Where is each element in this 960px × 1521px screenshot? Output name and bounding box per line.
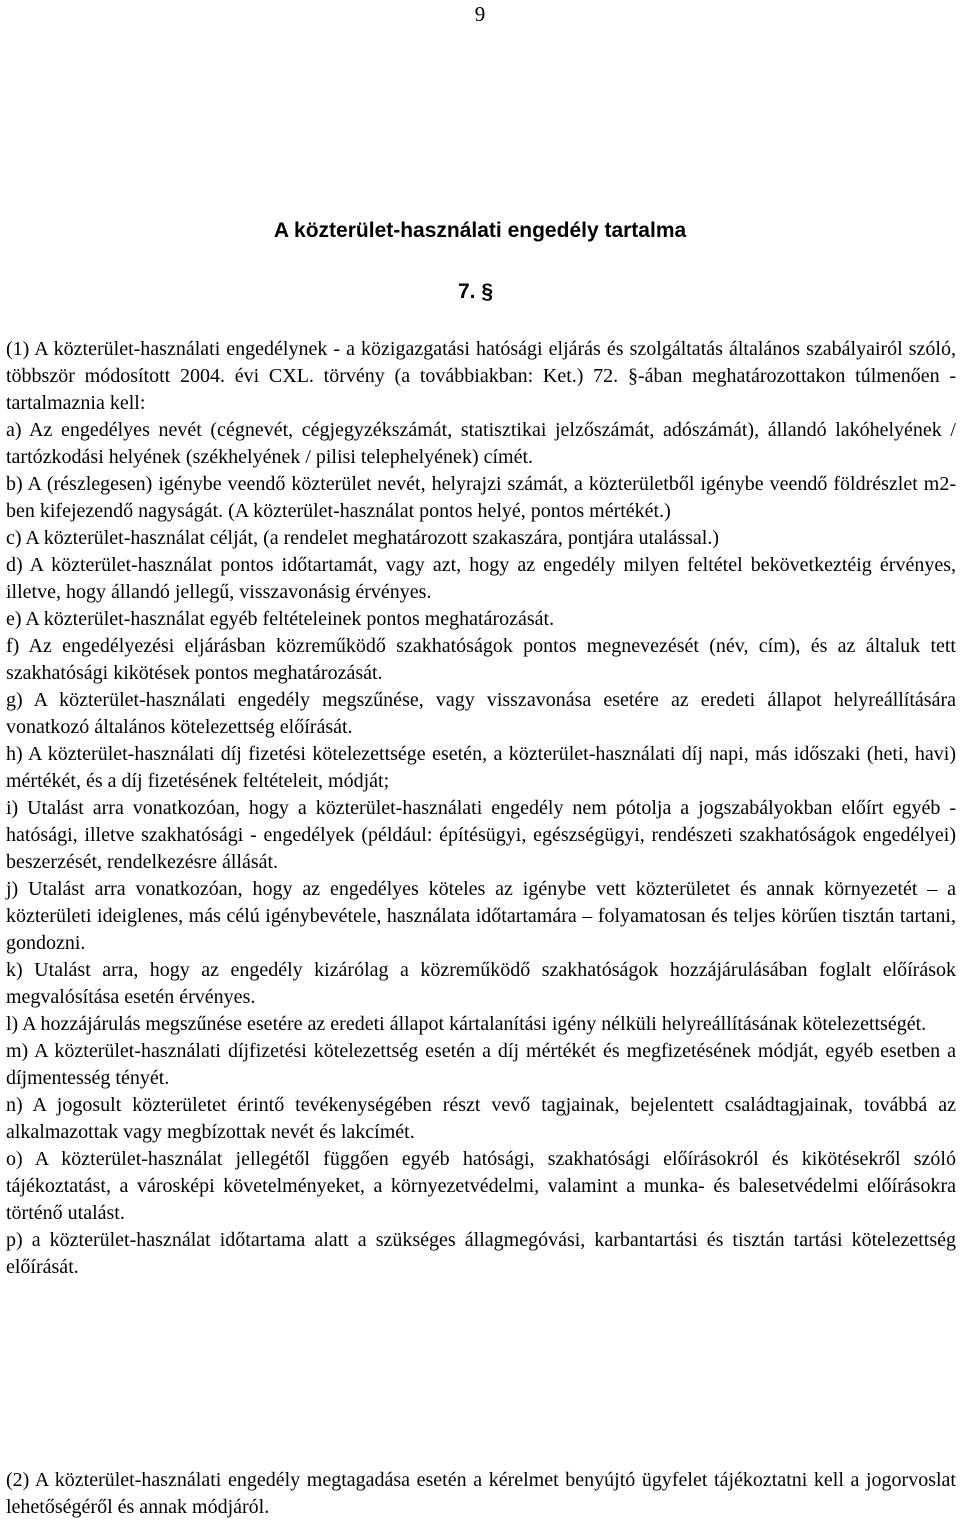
page-number: 9 [474,2,486,26]
list-item-p: p) a közterület-használat időtartama alatt a szükséges állagmegóvási, karbantartási és tisztán tartási kötelezettség előírását. [6,1229,956,1278]
list-item-c: c) A közterület-használat célját, (a rendelet meghatározott szakaszára, pontjára utalással.) [6,527,719,549]
list-item-m: m) A közterület-használati díjfizetési kötelezettség esetén a díj mértékét és megfizetésének módját, egyéb esetben a díjmentesség tényét. [6,1040,956,1089]
list-item-f: f) Az engedélyezési eljárásban közreműködő szakhatóságok pontos megnevezését (név, cím), és az általuk tett szakhatósági kikötések pontos meghatározását. [6,635,956,684]
section-title: A közterület-használati engedély tartalma [273,219,687,242]
list-item-l: l) A hozzájárulás megszűnése esetére az eredeti állapot kártalanítási igény nélküli helyreállításának kötelezettségét. [6,1013,927,1035]
list-item-i: i) Utalást arra vonatkozóan, hogy a közterület-használati engedély nem pótolja a jogszabályokban előírt egyéb - hatósági, illetve szakhatósági - engedélyek (például: építésügyi, egészségügyi, rendészeti szakhatóságok engedélyei) beszerzését, rendelkezésre állását. [6,797,956,873]
paragraph-2 [6,1467,956,1521]
paragraph-1 [6,336,956,1281]
list-item-g: g) A közterület-használati engedély megszűnése, vagy visszavonása esetére az eredeti állapot helyreállítására vonatkozó általános kötelezettség előírását. [6,689,956,738]
list-item-h: h) A közterület-használati díj fizetési kötelezettsége esetén, a közterület-használati díj napi, más időszaki (heti, havi) mértékét, és a díj fizetésének feltételeit, módját; [6,743,956,792]
list-item-j: j) Utalást arra vonatkozóan, hogy az engedélyes köteles az igénybe vett közterületet és annak környezetét – a közterületi ideiglenes, más célú igénybevétele, használata időtartamára – folyamatosan és teljes körűen tisztán tartani, gondozni. [6,878,956,954]
section-number: 7. § [458,280,494,303]
paragraph-1-intro: (1) A közterület-használati engedélynek - a közigazgatási hatósági eljárás és szolgáltatás általános szabályairól szóló, többször módosított 2004. évi CXL. törvény (a továbbiakban: Ket.) 72. §-ában meghatározottakon túlmenően - tartalmaznia kell: [6,338,956,414]
list-item-d: d) A közterület-használat pontos időtartamát, vagy azt, hogy az engedély milyen feltétel bekövetkeztéig érvényes, illetve, hogy állandó jellegű, visszavonásig érvényes. [6,554,956,603]
list-item-b: b) A (részlegesen) igénybe veendő közterület nevét, helyrajzi számát, a közterületből igénybe veendő földrészlet m2-ben kifejezendő nagyságát. (A közterület-használat pontos helyé, pontos mértékét.) [6,473,956,522]
list-item-n: n) A jogosult közterületet érintő tevékenységében részt vevő tagjainak, bejelentett családtagjainak, továbbá az alkalmazottak vagy megbízottak nevét és lakcímét. [6,1094,956,1143]
list-item-e: e) A közterület-használat egyéb feltételeinek pontos meghatározását. [6,608,555,630]
list-item-o: o) A közterület-használat jellegétől függően egyéb hatósági, szakhatósági előírásokról és kikötésekről szóló tájékoztatást, a városképi követelményeket, a környezetvédelmi, valamint a munka- és balesetvédelmi előírásokra történő utalást. [6,1148,956,1224]
paragraph-2-text: (2) A közterület-használati engedély megtagadása esetén a kérelmet benyújtó ügyfelet tájékoztatni kell a jogorvoslat lehetőségéről és annak módjáról. [6,1469,956,1518]
list-item-a: a) Az engedélyes nevét (cégnevét, cégjegyzékszámát, statisztikai jelzőszámát, adószámát), állandó lakóhelyének / tartózkodási helyének (székhelyének / pilisi telephelyének) címét. [6,419,956,468]
list-item-k: k) Utalást arra, hogy az engedély kizárólag a közreműködő szakhatóságok hozzájárulásában foglalt előírások megvalósítása esetén érvényes. [6,959,956,1008]
